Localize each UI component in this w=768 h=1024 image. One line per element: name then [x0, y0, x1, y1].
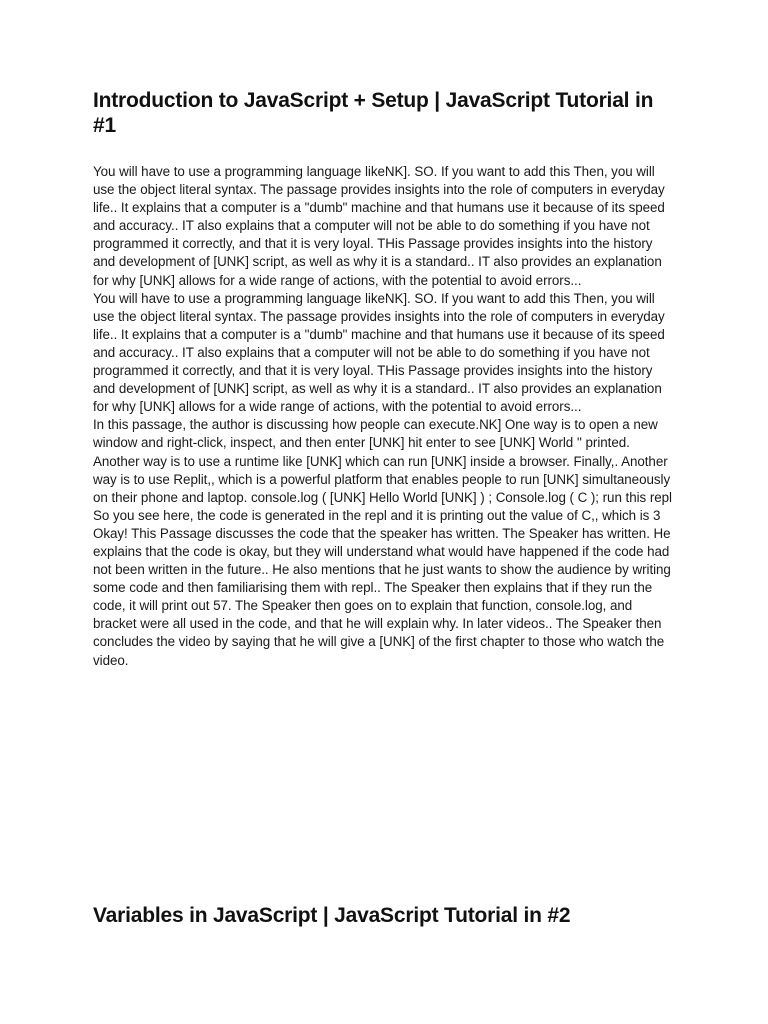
section-title: Variables in JavaScript | JavaScript Tutorial in #2	[93, 904, 571, 927]
section-body	[93, 163, 675, 670]
section-title: Introduction to JavaScript + Setup | JavaScript Tutorial in #1	[93, 89, 654, 137]
paragraph: You will have to use a programming language likeNK]. SO. If you want to add this Then, you will use the object literal syntax. The passage provides insights into the role of computers in everyday life.. It explains that a computer is a "dumb" machine and that humans use it because of its speed and accuracy.. IT also explains that a computer will not be able to do something if you have not programmed it correctly, and that it is very loyal. THis Passage provides insights into the history and development of [UNK] script, as well as why it is a standard.. IT also provides an explanation for why [UNK] allows for a wide range of actions, with the potential to avoid errors...	[93, 290, 665, 415]
paragraph: You will have to use a programming language likeNK]. SO. If you want to add this Then, you will use the object literal syntax. The passage provides insights into the role of computers in everyday life.. It explains that a computer is a "dumb" machine and that humans use it because of its speed and accuracy.. IT also explains that a computer will not be able to do something if you have not programmed it correctly, and that it is very loyal. THis Passage provides insights into the history and development of [UNK] script, as well as why it is a standard.. IT also provides an explanation for why [UNK] allows for a wide range of actions, with the potential to avoid errors...	[93, 164, 665, 288]
paragraph: In this passage, the author is discussing how people can execute.NK] One way is to open a new window and right-click, inspect, and then enter [UNK] hit enter to see [UNK] World '' printed. Another way is to use a runtime like [UNK] which can run [UNK] inside a browser. Finally,. Another way is to use Replit,, which is a powerful platform that enables people to run [UNK] simultaneously on their phone and laptop. console.log ( [UNK] Hello World [UNK] ) ; Console.log ( C ); run this repl So you see here, the code is generated in the repl and it is printing out the value of C,, which is 3 Okay! This Passage discusses the code that the speaker has written. The Speaker has written. He explains that the code is okay, but they will understand what would have happened if the code had not been written in the future.. He also mentions that he just wants to show the audience by writing some code and then familiarising them with repl.. The Speaker then explains that if they run the code, it will print out 57. The Speaker then goes on to explain that function, console.log, and bracket were all used in the code, and that he will explain why. In later videos.. The Speaker then concludes the video by saying that he will give a [UNK] of the first chapter to those who watch the video.	[93, 417, 672, 668]
